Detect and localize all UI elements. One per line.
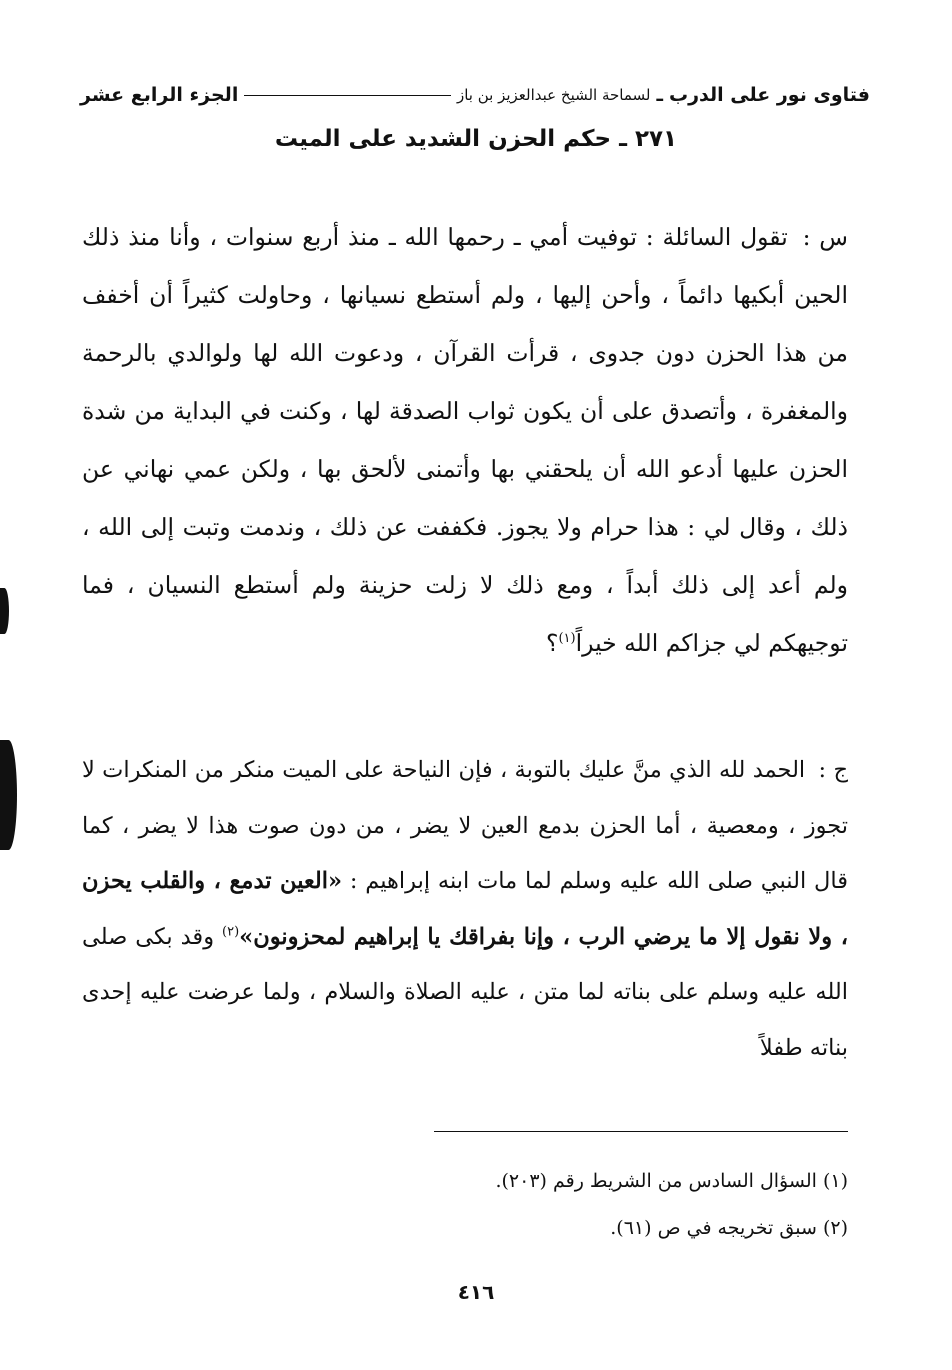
- author-name: لسماحة الشيخ عبدالعزيز بن باز: [456, 86, 651, 104]
- footnote-1: [300, 1158, 848, 1205]
- footnote-ref-2: (٢): [222, 924, 240, 939]
- footnote-number: (١): [822, 1170, 848, 1192]
- scan-edge-mark: [0, 588, 9, 634]
- header-dash: ـ: [656, 84, 663, 106]
- running-header: [80, 78, 870, 112]
- answer-text-1: الحمد لله الذي منَّ عليك بالتوبة ، فإن النياحة على الميت منكر من المنكرات لا تجوز ، ومعصية ، أما الحزن بدمع العين لا يضر ، من دون صوت هذا لا يضر ، كما قال النبي صلى الله عليه وسلم لما مات ابنه إبراهيم :: [82, 757, 848, 894]
- hadith-quote: «العين تدمع ، والقلب يحزن ، ولا نقول إلا ما يرضي الرب ، وإنا بفراقك يا إبراهيم لمحزونون»: [82, 868, 848, 950]
- volume-label: الجزء الرابع عشر: [80, 84, 239, 106]
- chapter-title: ٢٧١ ـ حكم الحزن الشديد على الميت: [274, 126, 678, 152]
- question-label: س :: [802, 223, 848, 251]
- question-paragraph: [82, 208, 848, 672]
- footnote-2: [300, 1205, 848, 1252]
- question-end: ؟: [545, 629, 559, 657]
- answer-paragraph: [82, 743, 848, 1076]
- header-title-group: [457, 84, 870, 106]
- question-text: تقول السائلة : توفيت أمي ـ رحمها الله ـ منذ أربع سنوات ، وأنا منذ ذلك الحين أبكيها دائماً ، وأحن إليها ، ولم أستطع نسيانها ، وحاولت كثيراً أن أخفف من هذا الحزن دون جدوى ، قرأت القرآن ، ودعوت الله لها ولوالدي بالرحمة والمغفرة ، وأتصدق على أن يكون ثواب الصدقة لها ، وكنت في البداية من شدة الحزن عليها أدعو الله أن يلحقني بها وأتمنى لألحق بها ، ولكن عمي نهاني عن ذلك ، وقال لي : هذا حرام ولا يجوز. فكففت عن ذلك ، وندمت وتبت إلى الله ، ولم أعد إلى ذلك أبداً ، ومع ذلك لا زلت حزينة ولم أستطع النسيان ، فما توجيهكم لي جزاكم الله خيراً: [82, 223, 848, 657]
- footnote-ref-1: (١): [558, 631, 576, 647]
- footnote-number: (٢): [822, 1217, 848, 1239]
- footnote-text: السؤال السادس من الشريط رقم (٢٠٣).: [495, 1170, 817, 1192]
- footnotes: [300, 1158, 848, 1252]
- footnote-text: سبق تخريجه في ص (٦١).: [610, 1217, 817, 1239]
- answer-label: ج :: [818, 757, 848, 783]
- answer-text-2: وقد بكى صلى الله عليه وسلم على بناته لما متن ، عليه الصلاة والسلام ، ولما عرضت عليه إحدى بناته طفلاً: [82, 923, 848, 1061]
- page-number: ٤١٦: [457, 1280, 495, 1304]
- book-title: فتاوى نور على الدرب: [669, 84, 870, 106]
- header-rule: [244, 95, 451, 96]
- scan-edge-mark: [0, 740, 17, 850]
- footnote-divider: [434, 1131, 848, 1132]
